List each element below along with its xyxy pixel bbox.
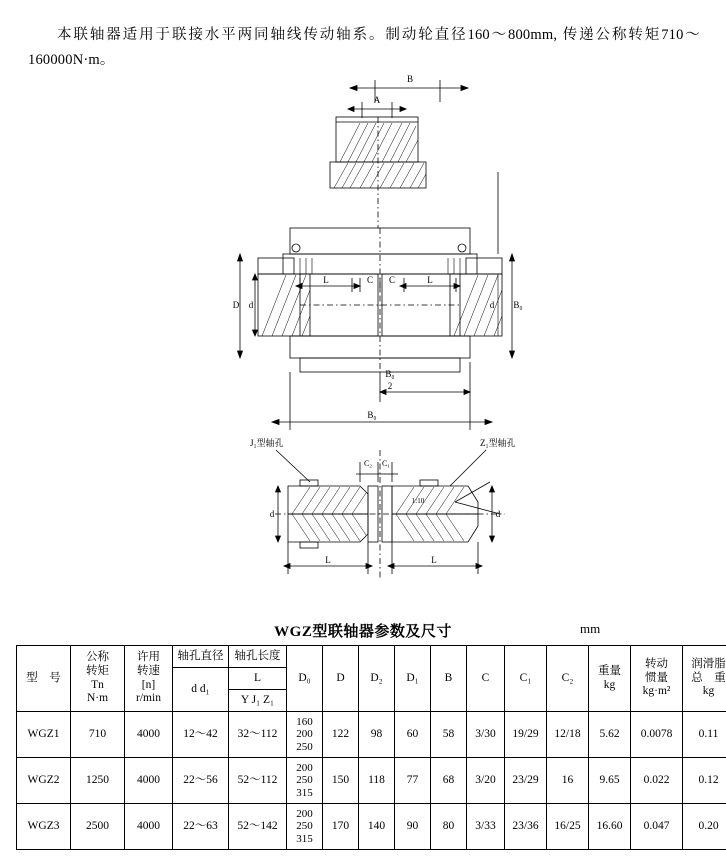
cell-D2: 118 (359, 758, 395, 804)
cell-B: 80 (431, 804, 467, 850)
cell-D: 122 (323, 712, 359, 758)
svg-text:B₀: B₀ (367, 410, 377, 420)
header-torque-l3: Tn (91, 678, 104, 691)
header-inertia-l3: kg·m² (642, 685, 671, 698)
cell-D1: 90 (395, 804, 431, 850)
cell-model: WGZ3 (17, 804, 71, 850)
cell-bore-dia: 12～42 (173, 712, 229, 758)
svg-text:C: C (388, 275, 396, 285)
header-D0: D₀ (287, 646, 323, 712)
cell-weight: 9.65 (589, 758, 631, 804)
cell-C1: 23/36 (505, 804, 547, 850)
svg-text:L: L (427, 275, 433, 285)
header-D2: D₂ (359, 646, 395, 712)
header-B: B (431, 646, 467, 712)
cell-torque: 1250 (71, 758, 125, 804)
cell-grease: 0.20 (683, 804, 726, 850)
cell-bore-dia: 22～56 (173, 758, 229, 804)
cell-weight: 16.60 (589, 804, 631, 850)
cell-D0-v1: 200 (296, 761, 313, 774)
cell-D: 170 (323, 804, 359, 850)
header-D1: D₁ (395, 646, 431, 712)
cell-model: WGZ2 (17, 758, 71, 804)
svg-text:C₁: C₁ (381, 459, 391, 468)
header-speed (125, 646, 173, 712)
table-unit-label: mm (580, 621, 601, 636)
header-inertia-l2: 惯量 (645, 671, 668, 684)
header-C2: C₂ (547, 646, 589, 712)
header-torque (71, 646, 125, 712)
table-row (17, 804, 726, 850)
cell-weight: 5.62 (589, 712, 631, 758)
table-row (17, 758, 726, 804)
cell-C1: 23/29 (505, 758, 547, 804)
svg-text:L: L (431, 555, 437, 565)
header-grease-l3: kg (702, 685, 715, 698)
cell-bore-dia: 22～63 (173, 804, 229, 850)
cell-C2: 16 (547, 758, 589, 804)
cell-C: 3/33 (467, 804, 505, 850)
header-bore-len-l3: Y J₁ Z₁ (229, 690, 287, 712)
cell-D0-v1: 160 (296, 715, 313, 728)
svg-text:C: C (366, 275, 374, 285)
cell-bore-len: 52～142 (229, 804, 287, 850)
coupling-technical-drawing (0, 62, 726, 622)
header-C1: C₁ (505, 646, 547, 712)
cell-D1: 60 (395, 712, 431, 758)
cell-inertia: 0.047 (631, 804, 683, 850)
intro-paragraph: 本联轴器适用于联接水平两同轴线传动轴系。制动轮直径160～800mm, 传递公称转矩710～160000N·m。 (28, 26, 700, 68)
header-grease-l1: 润滑脂 (691, 658, 726, 671)
header-model: 型 号 (17, 646, 71, 712)
cell-D0-v2: 250 (296, 774, 313, 787)
cell-grease: 0.12 (683, 758, 726, 804)
cell-C2: 12/18 (547, 712, 589, 758)
svg-text:A: A (373, 95, 381, 105)
cell-inertia: 0.0078 (631, 712, 683, 758)
header-bore-len: 轴孔长度 (229, 646, 287, 668)
cell-grease: 0.11 (683, 712, 726, 758)
svg-text:d: d (489, 300, 495, 310)
header-D: D (323, 646, 359, 712)
header-weight-l1: 重量 (598, 664, 621, 677)
header-bore-dia-sub: d d₁ (173, 668, 229, 712)
header-torque-l1: 公称 (86, 651, 109, 664)
cell-D1: 77 (395, 758, 431, 804)
header-torque-l4: N·m (86, 692, 109, 705)
svg-text:2: 2 (387, 381, 393, 391)
header-inertia-l1: 转动 (645, 658, 668, 671)
header-C: C (467, 646, 505, 712)
cell-speed: 4000 (125, 712, 173, 758)
cell-torque: 2500 (71, 804, 125, 850)
svg-text:d: d (248, 300, 254, 310)
svg-text:B₀: B₀ (513, 300, 523, 310)
header-bore-dia: 轴孔直径 (173, 646, 229, 668)
cell-D0 (287, 758, 323, 804)
header-torque-l2: 转矩 (86, 664, 109, 677)
table-row (17, 712, 726, 758)
parameters-table-wrapper (16, 645, 726, 850)
svg-text:d: d (495, 509, 501, 519)
header-speed-l4: r/min (136, 692, 161, 705)
cell-C: 3/30 (467, 712, 505, 758)
cell-D0-v3: 250 (296, 740, 313, 753)
header-speed-l1: 许用 (137, 651, 160, 664)
cell-speed: 4000 (125, 804, 173, 850)
cell-D0-v1: 200 (296, 807, 313, 820)
cell-D2: 98 (359, 712, 395, 758)
svg-text:B₀: B₀ (385, 369, 395, 379)
cell-D0 (287, 712, 323, 758)
svg-text:Z₁型轴孔: Z₁型轴孔 (480, 438, 516, 448)
cell-D0-v3: 315 (296, 786, 313, 799)
cell-D: 150 (323, 758, 359, 804)
cell-C: 3/20 (467, 758, 505, 804)
svg-text:L: L (325, 555, 331, 565)
cell-torque: 710 (71, 712, 125, 758)
svg-text:J₁型轴孔: J₁型轴孔 (250, 438, 284, 448)
header-inertia (631, 646, 683, 712)
cell-D0 (287, 804, 323, 850)
cell-bore-len: 52～112 (229, 758, 287, 804)
header-grease-l2: 总 重 (691, 671, 726, 684)
cell-D0-v2: 250 (296, 820, 313, 833)
cell-bore-len: 32～112 (229, 712, 287, 758)
svg-text:L: L (323, 275, 329, 285)
header-weight (589, 646, 631, 712)
cell-C1: 19/29 (505, 712, 547, 758)
header-speed-l2: 转速 (137, 664, 160, 677)
parameters-table (16, 645, 726, 850)
cell-D0-v3: 315 (296, 832, 313, 845)
svg-text:D: D (232, 300, 240, 310)
cell-inertia: 0.022 (631, 758, 683, 804)
svg-text:B: B (406, 74, 414, 84)
cell-D2: 140 (359, 804, 395, 850)
header-grease (683, 646, 726, 712)
svg-text:d: d (269, 509, 275, 519)
header-bore-len-l2: L (229, 668, 287, 690)
cell-C2: 16/25 (547, 804, 589, 850)
cell-B: 58 (431, 712, 467, 758)
table-title: WGZ型联轴器参数及尺寸 (274, 624, 452, 640)
svg-text:1:10: 1:10 (411, 497, 425, 505)
header-speed-l3: [n] (141, 678, 156, 691)
cell-D0-v2: 200 (296, 728, 313, 741)
cell-speed: 4000 (125, 758, 173, 804)
header-weight-l2: kg (603, 678, 616, 691)
cell-B: 68 (431, 758, 467, 804)
svg-text:C₂: C₂ (363, 459, 373, 468)
cell-model: WGZ1 (17, 712, 71, 758)
